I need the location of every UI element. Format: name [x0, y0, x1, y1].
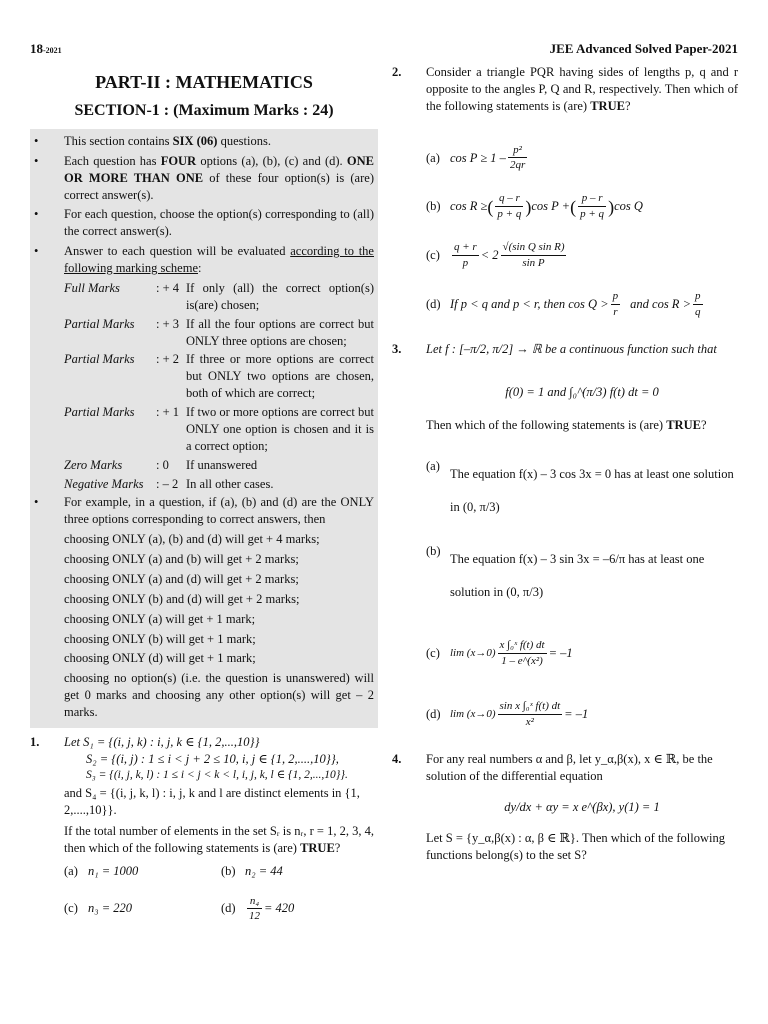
option-c: (c) $\frac{q + r}{p}$ < 2 $\frac{\text{√(sin Q sin R)}}{\text{sin P}}$ [426, 241, 565, 269]
q1-line: S₃ = {(i, j, k, l) : 1 ≤ i < j < k < l, i, j, k, l ∈ {1, 2,...,10}}. [86, 768, 348, 781]
option-d: (d) If p < q and p < r, then cos Q > $\frac{p}{r}$ and cos R > $\frac{p}{q}$ [426, 289, 701, 318]
instruction-bullet: • This section contains SIX (06) questions. [34, 133, 271, 148]
option-b: (b) The equation f(x) – 3 sin 3x = –6/π has at least one solution in (0, π/3) [426, 544, 705, 599]
example-line: choosing ONLY (a) and (d) will get + 2 marks; [64, 571, 299, 586]
q3-intro: Let f : [–π/2, π/2] → ℝ be a continuous function such that [426, 342, 717, 357]
question-4: 4. For any real numbers α and β, let y_α,β(x), x ∈ ℝ, be the solution of the differential equation dy/dx + αy = x e^(βx), y(1) = 1 Let S = {y_α,β(x) : α, β ∈ ℝ}. Then which of the following functions belong(s) to the set S? [392, 751, 738, 863]
example-line: choosing ONLY (b) will get + 1 mark; [64, 631, 256, 646]
book-title: JEE Advanced Solved Paper-2021 [549, 41, 738, 56]
option-a: (a) n₁ = 1000 [64, 863, 139, 878]
part-title: PART-II : MATHEMATICS [95, 72, 313, 92]
option-b: (b) cos R ≥ ( $\frac{q - r}{p + q}$ ) cos P + ( $\frac{p - r}{p + q}$ ) cos Q [426, 192, 643, 221]
marking-scheme-row: Partial Marks : + 2 If three or more options are correct but ONLY two options are chosen, both of which are correct; [64, 352, 374, 401]
q4-equation: dy/dx + αy = x e^(βx), y(1) = 1 [504, 800, 660, 815]
section-title: SECTION-1 : (Maximum Marks : 24) [74, 102, 334, 120]
option-d: (d) $\frac{\text{n₄}}{12}$ = 420 [221, 894, 295, 923]
marking-scheme-row: Zero Marks : 0 If unanswered [64, 457, 258, 472]
option-a: (a) The equation f(x) – 3 cos 3x = 0 has at least one solution in (0, π/3) [426, 459, 734, 514]
option-c: (c) lim (x→0) $\frac{\text{x ∫₀ˣ f(t) dt}}{\text{1 – e\textasciicircum{}(x²)}}$ = –1 [426, 639, 573, 667]
instruction-bullet: • For each question, choose the option(s) corresponding to (all) the correct answer(s). [34, 207, 374, 239]
marking-scheme-row: Negative Marks : – 2 In all other cases. [64, 476, 274, 491]
year-suffix: -2021 [43, 46, 62, 55]
example-line: choosing ONLY (a) and (b) will get + 2 marks; [64, 552, 299, 567]
instructions-box [30, 129, 378, 728]
q3-condition: f(0) = 1 and ∫₀^(π/3) f(t) dt = 0 [505, 385, 659, 400]
instruction-bullet: • For example, in a question, if (a), (b) and (d) are the ONLY three options corresponding to correct answers, then [34, 495, 374, 527]
page-number: 18-2021 [30, 41, 62, 56]
question-2: 2. Consider a triangle PQR having sides of lengths p, q and r opposite to the angles P, Q and R, respectively. Then which of the following statements is (are) TRUE? (a) cos P ≥ 1 – $\frac{\text{p²}}{2qr}$ (b) cos R ≥ ( $\frac{q - r}{p + q}$ ) cos P + ( $\frac{p - r}{p + q}$ ) cos Q (c) $\frac{q + r}{p}$ < 2 $\frac{\text{√(sin Q sin R)}}{\text{sin P}}$ (d) If p < q and p < r, then cos Q > $\frac{p}{r}$ and cos R > $\frac{p}{q}$ [392, 65, 738, 318]
instruction-bullet: • Answer to each question will be evaluated according to the following marking scheme: [34, 244, 374, 276]
option-a: (a) cos P ≥ 1 – $\frac{\text{p²}}{2qr}$ [426, 143, 526, 172]
q4-text2: Let S = {y_α,β(x) : α, β ∈ ℝ}. Then which of the following functions belong(s) to the set S? [426, 831, 725, 862]
right-column [392, 64, 738, 864]
example-line: choosing ONLY (d) will get + 1 mark; [64, 651, 256, 666]
example-line: choosing no option(s) (i.e. the question is unanswered) will get 0 marks and choosing any other option(s) will get – 2 marks. [64, 671, 374, 720]
option-c: (c) n₃ = 220 [64, 901, 133, 916]
left-column [30, 66, 378, 938]
q1-line: Let S₁ = {(i, j, k) : i, j, k ∈ {1, 2,...,10}} [64, 734, 260, 749]
q1-line: S₂ = {(i, j) : 1 ≤ i < j + 2 ≤ 10, i, j ∈ {1, 2,....,10}}, [86, 751, 339, 766]
example-line: choosing ONLY (a) will get + 1 mark; [64, 611, 256, 626]
option-b: (b) n₂ = 44 [221, 863, 283, 878]
example-line: choosing ONLY (a), (b) and (d) will get + 4 marks; [64, 532, 320, 547]
q1-line: and S₄ = {(i, j, k, l) : i, j, k and l are distinct elements in {1, 2,....,10}}. [64, 786, 360, 818]
marking-scheme-row: Partial Marks : + 3 If all the four options are correct but ONLY three options are chosen; [64, 316, 374, 348]
option-d: (d) lim (x→0) $\frac{\text{sin x ∫₀ˣ f(t) dt}}{\text{x²}}$ = –1 [426, 699, 589, 728]
example-line: choosing ONLY (b) and (d) will get + 2 marks; [64, 591, 300, 606]
q1-question: If the total number of elements in the set Sᵣ is nᵣ, r = 1, 2, 3, 4, then which of the following statements is (are) TRUE? [64, 823, 374, 855]
q4-text: For any real numbers α and β, let y_α,β(x), x ∈ ℝ, be the solution of the differential equation [426, 752, 713, 784]
instruction-bullet: • Each question has FOUR options (a), (b), (c) and (d). ONE OR MORE THAN ONE of these four option(s) is (are) correct answer(s). [34, 153, 374, 202]
marking-scheme-row: Partial Marks : + 1 If two or more options are correct but ONLY one option is chosen and it is a correct option; [64, 405, 374, 453]
question-1: 1. Let S₁ = {(i, j, k) : i, j, k ∈ {1, 2,...,10}} S₂ = {(i, j) : 1 ≤ i < j + 2 ≤ 10, i, j ∈ {1, 2,....,10}}, S₃ = {(i, j, k, l) : 1 ≤ i < j < k < l, i, j, k, l ∈ {1, 2,...,10}}. and S₄ = {(i, j, k, l) : i, j, k and l are distinct elements in {1, 2,....,10}}. If the total number of elements in the set Sᵣ is nᵣ, r = 1, 2, 3, 4, then which of the following statements is (are) TRUE? (a) n₁ = 1000 (b) n₂ = 44 (c) n₃ = 220 (d) $\frac{\text{n₄}}{12}$ = 420 [30, 734, 378, 938]
question-3: 3. Let f : [–π/2, π/2] → ℝ be a continuous function such that f(0) = 1 and ∫₀^(π/3) f(t) dt = 0 Then which of the following statements is (are) TRUE? (a) The equation f(x) – 3 cos 3x = 0 has at least one solution in (0, π/3) (b) The equation f(x) – 3 sin 3x = –6/π has at least one solution in (0, π/3) (c) lim (x→0) $\frac{\text{x ∫₀ˣ f(t) dt}}{\text{1 – e\textasciicircum{}(x²)}}$ = –1 (d) lim (x→0) $\frac{\text{sin x ∫₀ˣ f(t) dt}}{\text{x²}}$ = –1 [392, 341, 738, 729]
marking-scheme-row: Full Marks : + 4 If only (all) the correct option(s) is(are) chosen; [64, 280, 374, 312]
q1-options [64, 863, 378, 939]
